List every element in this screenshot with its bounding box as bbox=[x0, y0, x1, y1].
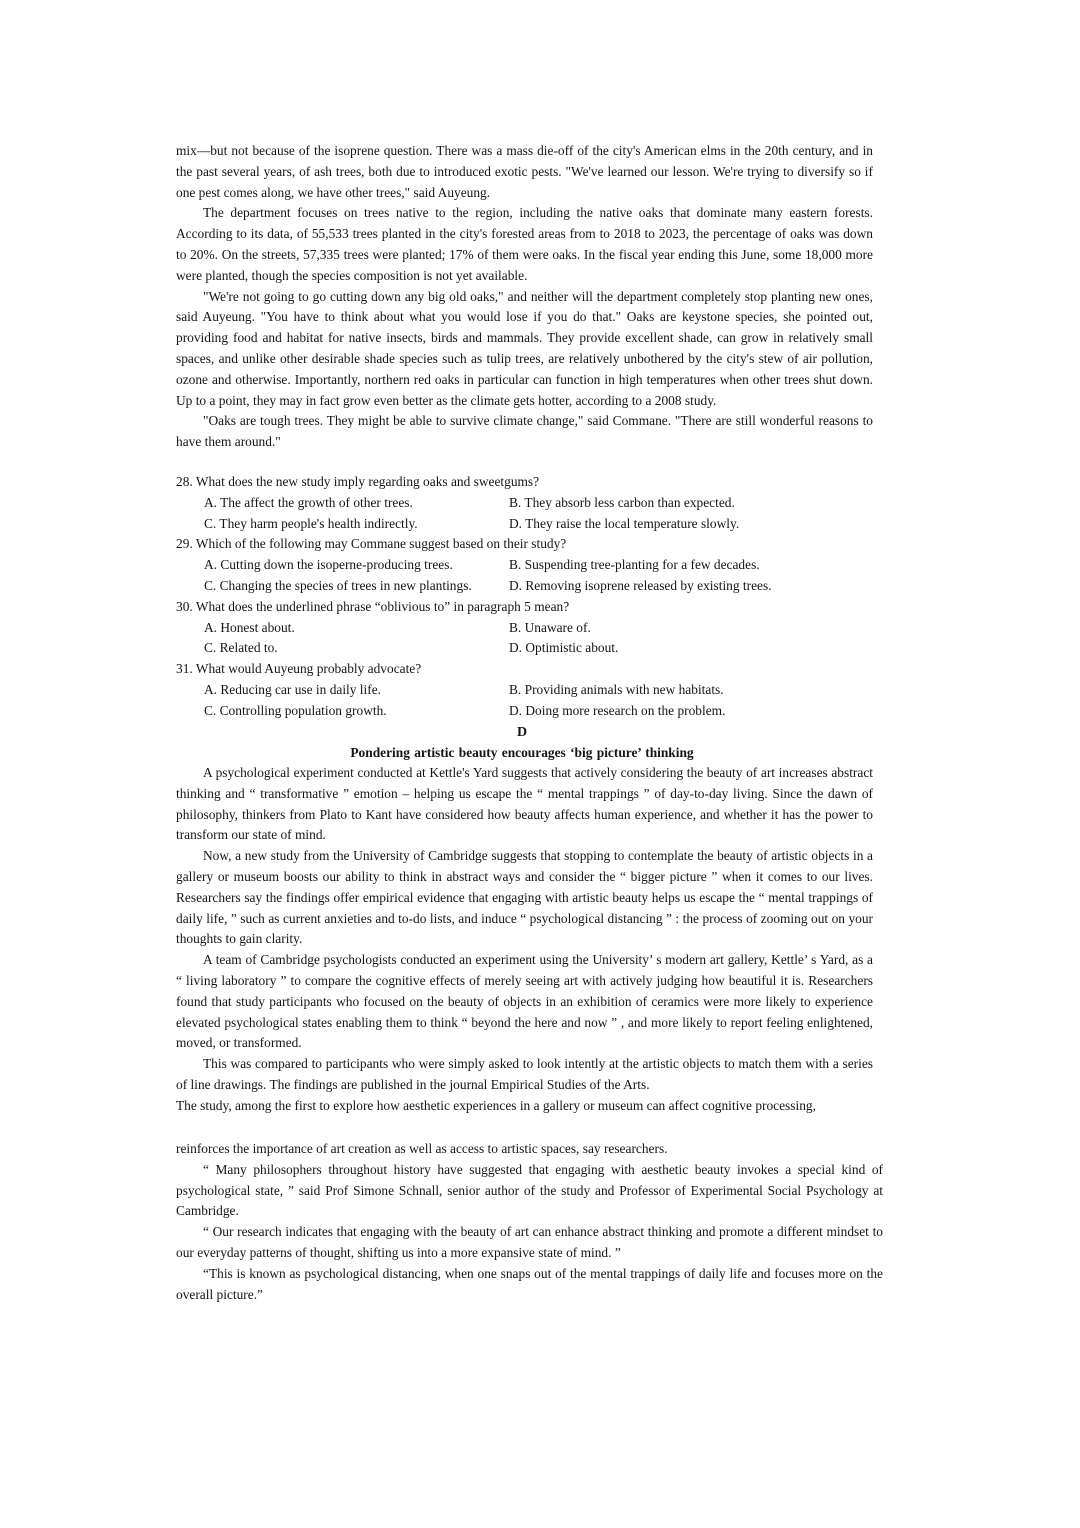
option-c: C. Controlling population growth. bbox=[204, 702, 387, 718]
option-b: B. Providing animals with new habitats. bbox=[509, 681, 724, 697]
paragraph: A psychological experiment conducted at Kettle's Yard suggests that actively considering the beauty of art increases abstract thinking and “ transformative ” emotion – helping us escape the “ mental trappings ” of day-to-day living. Since the dawn of philosophy, thinkers from Plato to Kant have considered how beauty affects human experience, and whether it has the power to transform our state of mind. bbox=[176, 765, 873, 843]
question-stem: 30. What does the underlined phrase “oblivious to” in paragraph 5 mean? bbox=[176, 598, 570, 614]
passage-c-continuation bbox=[176, 141, 873, 453]
question-29 bbox=[176, 534, 876, 596]
paragraph: "Oaks are tough trees. They might be able to survive climate change," said Commane. "There are still wonderful reasons to have them around." bbox=[176, 413, 873, 450]
option-a: A. Cutting down the isoperne-producing trees. bbox=[204, 557, 453, 573]
paragraph: mix—but not because of the isoprene question. There was a mass die-off of the city's American elms in the 20th century, and in the past several years, of ash trees, both due to introduced exotic pests. "We've learned our lesson. We're trying to diversify so if one pest comes along, we have other trees," said Auyeung. bbox=[176, 143, 873, 200]
option-d: D. They raise the local temperature slowly. bbox=[509, 515, 740, 531]
question-31 bbox=[176, 659, 876, 721]
option-c: C. Related to. bbox=[204, 640, 278, 656]
passage-d bbox=[176, 763, 873, 1117]
option-row bbox=[176, 680, 876, 701]
option-row bbox=[176, 618, 876, 639]
option-row bbox=[176, 555, 876, 576]
option-b: B. Unaware of. bbox=[509, 619, 591, 635]
paragraph: “This is known as psychological distancing, when one snaps out of the mental trappings of daily life and focuses more on the overall picture.” bbox=[176, 1265, 883, 1302]
option-a: A. Reducing car use in daily life. bbox=[204, 681, 382, 697]
question-28 bbox=[176, 472, 876, 534]
paragraph: "We're not going to go cutting down any big old oaks," and neither will the department completely stop planting new ones, said Auyeung. "You have to think about what you would lose if you do that." Oaks are keystone species, she pointed out, providing food and habitat for native insects, birds and mammals. They provide excellent shade, can grow in relatively small spaces, and unlike other desirable shade species such as tulip trees, are relatively unbothered by the city's stew of air pollution, ozone and otherwise. Importantly, northern red oaks in particular can function in high temperatures when other trees shut down. Up to a point, they may in fact grow even better as the climate gets hotter, according to a 2008 study. bbox=[176, 288, 873, 408]
option-row bbox=[176, 493, 876, 514]
question-30 bbox=[176, 597, 876, 659]
paragraph: This was compared to participants who were simply asked to look intently at the artistic objects to match them with a series of line drawings. The findings are published in the journal Empirical Studies of the Arts. bbox=[176, 1056, 873, 1092]
option-d: D. Doing more research on the problem. bbox=[509, 702, 726, 718]
passage-d-continuation bbox=[176, 1139, 883, 1305]
question-stem: 28. What does the new study imply regarding oaks and sweetgums? bbox=[176, 474, 540, 489]
option-a: A. Honest about. bbox=[204, 619, 295, 635]
option-row bbox=[176, 701, 876, 722]
option-row bbox=[176, 576, 876, 597]
paragraph: “ Our research indicates that engaging with the beauty of art can enhance abstract thinking and promote a different mindset to our everyday patterns of thought, shifting us into a more expansive state of mind. ” bbox=[176, 1224, 883, 1260]
option-b: B. Suspending tree-planting for a few decades. bbox=[509, 557, 760, 573]
paragraph: The study, among the first to explore how aesthetic experiences in a gallery or museum can affect cognitive processing, bbox=[176, 1097, 816, 1113]
paragraph: The department focuses on trees native to the region, including the native oaks that dominate many eastern forests. According to its data, of 55,533 trees planted in the city's forested areas from to 2018 to 2023, the percentage of oaks was down to 20%. On the streets, 57,335 trees were planted; 17% of them were oaks. In the fiscal year ending this June, some 18,000 more were planted, though the species composition is not yet available. bbox=[176, 205, 873, 283]
article-title: Pondering artistic beauty encourages ‘big picture’ thinking bbox=[350, 745, 694, 760]
option-c: C. They harm people's health indirectly. bbox=[204, 515, 418, 531]
option-d: D. Optimistic about. bbox=[509, 640, 619, 656]
option-a: A. The affect the growth of other trees. bbox=[204, 494, 413, 510]
question-stem: 31. What would Auyeung probably advocate? bbox=[176, 661, 422, 677]
option-c: C. Changing the species of trees in new plantings. bbox=[204, 577, 472, 593]
option-b: B. They absorb less carbon than expected. bbox=[509, 494, 735, 510]
option-row bbox=[176, 638, 876, 659]
paragraph: A team of Cambridge psychologists conducted an experiment using the University’ s modern art gallery, Kettle’ s Yard, as a “ living laboratory ” to compare the cognitive effects of merely seeing art with actively judging how beautiful it is. Researchers found that study participants who focused on the beauty of objects in an exhibition of ceramics were more likely to experience elevated psychological states enabling them to think “ beyond the here and now ” , and more likely to report feeling enlightened, moved, or transformed. bbox=[176, 952, 873, 1051]
paragraph: Now, a new study from the University of Cambridge suggests that stopping to contemplate the beauty of artistic objects in a gallery or museum boosts our ability to think in abstract ways and consider the “ bigger picture ” when it comes to our lives. Researchers say the findings offer empirical evidence that engaging with artistic beauty helps us escape the “ mental trappings of daily life, ” such as current anxieties and to-do lists, and induce “ psychological distancing ” : the process of zooming out on your thoughts to gain clarity. bbox=[176, 848, 873, 947]
question-list bbox=[176, 472, 876, 722]
option-d: D. Removing isoprene released by existing trees. bbox=[509, 577, 772, 593]
question-stem: 29. Which of the following may Commane suggest based on their study? bbox=[176, 536, 567, 552]
option-row bbox=[176, 514, 876, 535]
section-letter: D bbox=[516, 725, 528, 740]
paragraph: reinforces the importance of art creation as well as access to artistic spaces, say researchers. bbox=[176, 1141, 668, 1156]
paragraph: “ Many philosophers throughout history have suggested that engaging with aesthetic beauty invokes a special kind of psychological state, ” said Prof Simone Schnall, senior author of the study and Professor of Experimental Social Psychology at Cambridge. bbox=[176, 1161, 883, 1219]
